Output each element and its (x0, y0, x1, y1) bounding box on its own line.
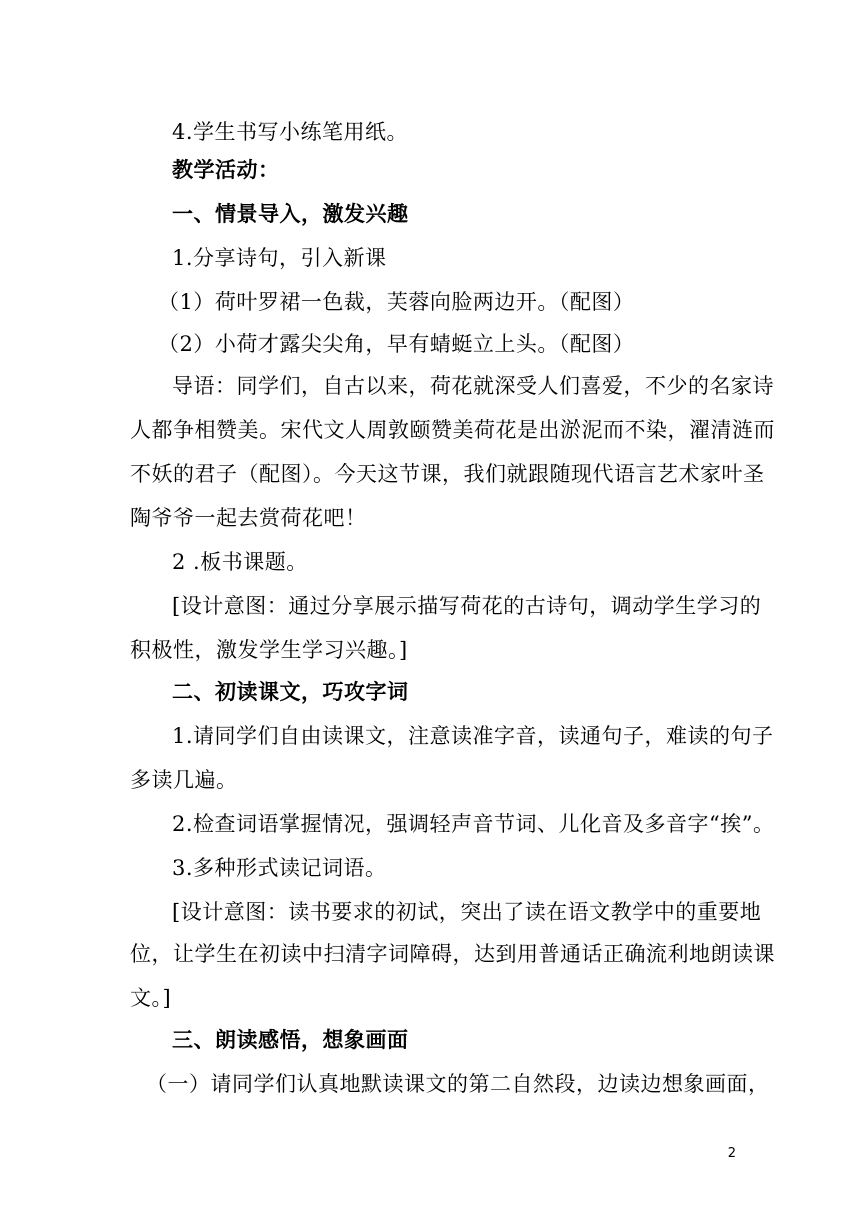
text-line: 多读几遍。 (130, 768, 238, 792)
text-line: [设计意图：通过分享展示描写荷花的古诗句，调动学生学习的 (172, 594, 762, 618)
text-line: （一）请同学们认真地默读课文的第二自然段，边读边想象画面， (146, 1072, 770, 1096)
text-line: 1.请同学们自由读课文，注意读准字音，读通句子，难读的句子 (172, 724, 774, 748)
text-line: 2 .板书课题。 (172, 550, 308, 574)
text-line: 1.分享诗句，引入新课 (172, 246, 387, 270)
text-line: 位，让学生在初读中扫清字词障碍，达到用普通话正确流利地朗读课 (130, 942, 775, 966)
section-heading: 教学活动： (172, 157, 280, 182)
text-line: [设计意图：读书要求的初试，突出了读在语文教学中的重要地 (172, 900, 762, 924)
text-line: 积极性，激发学生学习兴趣。] (130, 638, 408, 662)
text-line: 文。] (130, 986, 172, 1010)
text-line: 3.多种形式读记词语。 (172, 856, 387, 880)
text-line: （2）小荷才露尖尖角，早有蜻蜓立上头。（配图） (158, 332, 635, 356)
text-line: 4.学生书写小练笔用纸。 (172, 120, 409, 144)
section-heading: 三、朗读感悟，想象画面 (172, 1027, 409, 1052)
text-line: 人都争相赞美。宋代文人周敦颐赞美荷花是出淤泥而不染，濯清涟而 (130, 418, 775, 442)
section-heading: 一、情景导入，激发兴趣 (172, 201, 409, 226)
text-line: 导语：同学们，自古以来，荷花就深受人们喜爱，不少的名家诗 (172, 374, 774, 398)
text-line: 2.检查词语掌握情况，强调轻声音节词、儿化音及多音字“挨”。 (172, 812, 775, 836)
section-heading: 二、初读课文，巧攻字词 (172, 679, 409, 704)
page-number: 2 (727, 1146, 736, 1161)
text-line: （1）荷叶罗裙一色裁，芙蓉向脸两边开。（配图） (158, 290, 635, 314)
text-line: 陶爷爷一起去赏荷花吧！ (130, 506, 367, 530)
text-line: 不妖的君子（配图）。今天这节课，我们就跟随现代语言艺术家叶圣 (130, 462, 765, 486)
